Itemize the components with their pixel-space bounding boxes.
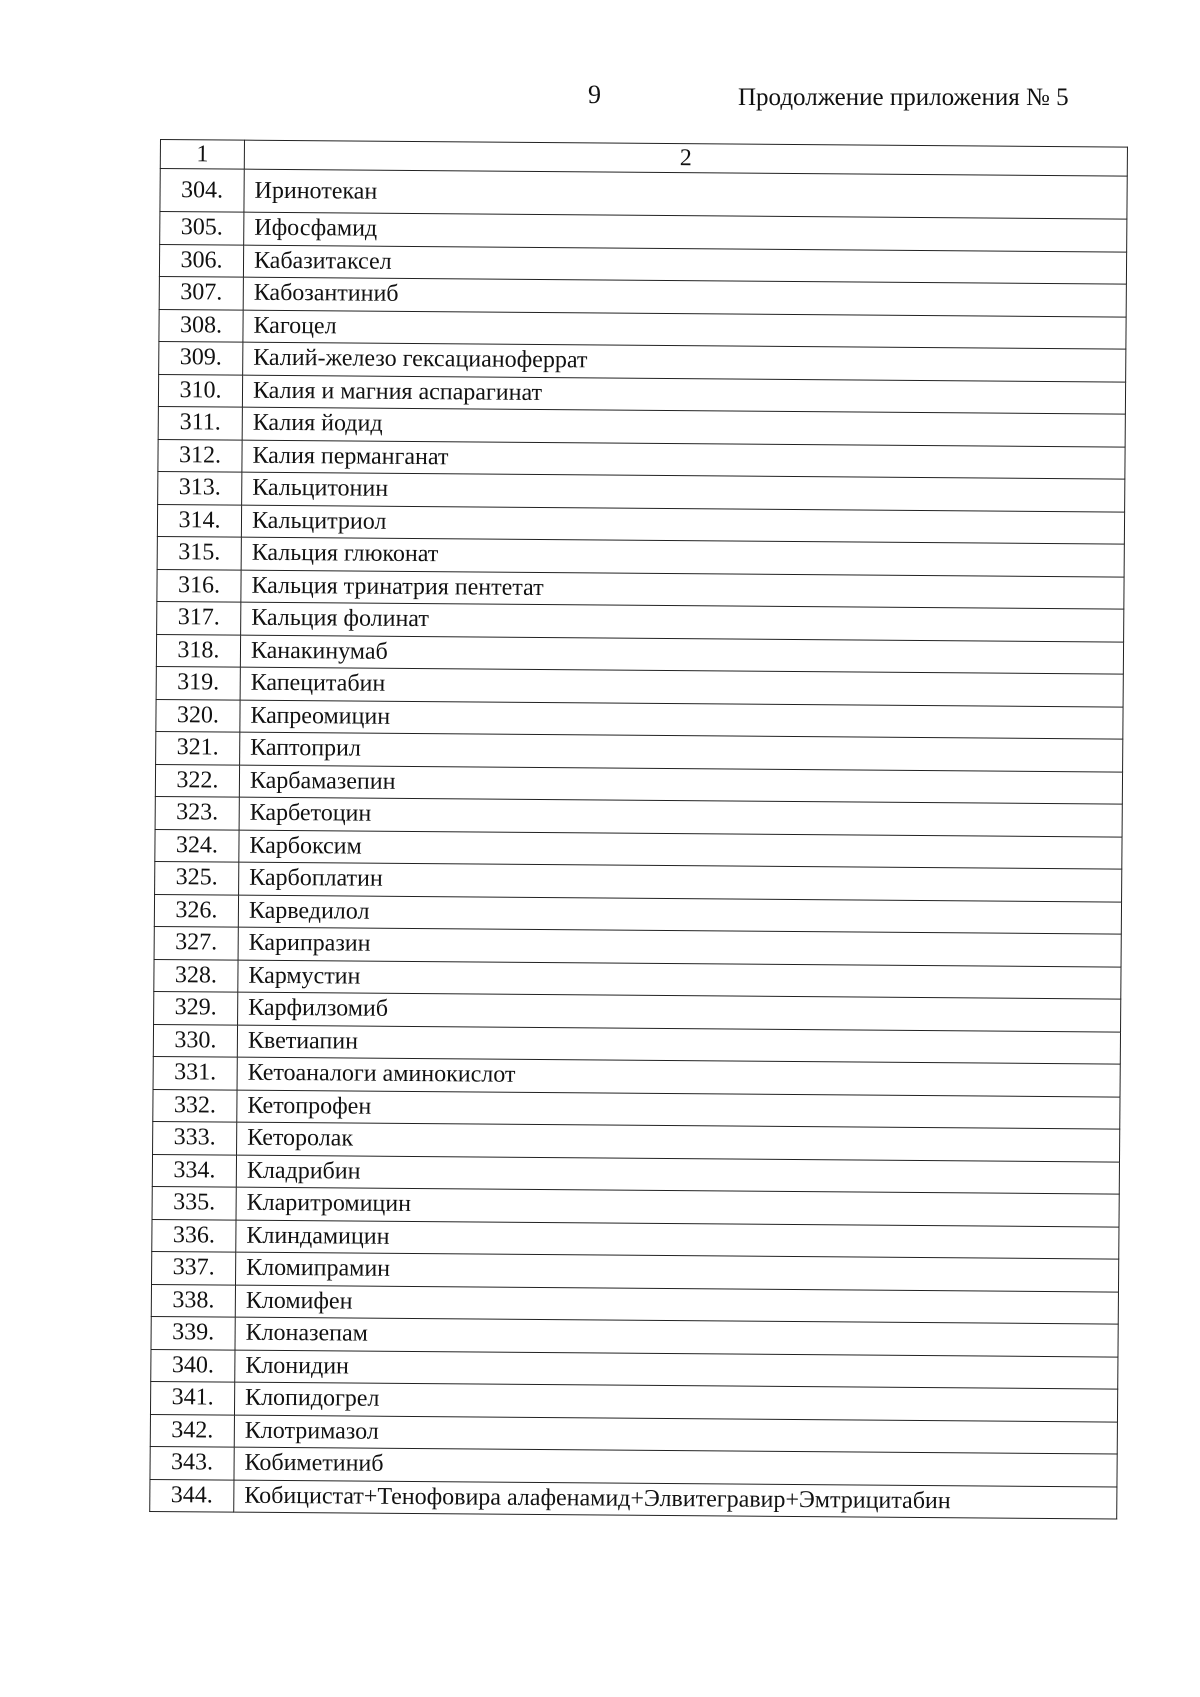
row-number: 317. — [157, 601, 241, 634]
row-number: 329. — [154, 991, 238, 1024]
row-number: 344. — [150, 1479, 234, 1512]
drug-name: Калий-железо гексацианоферрат — [243, 342, 1126, 381]
drug-name: Калия перманганат — [242, 440, 1125, 479]
row-number: 327. — [154, 926, 238, 959]
drug-name: Канакинумаб — [240, 635, 1123, 674]
row-number: 342. — [150, 1414, 234, 1447]
drug-name: Капреомицин — [240, 700, 1123, 739]
drug-name: Клотримазол — [234, 1415, 1117, 1454]
row-number: 340. — [151, 1349, 235, 1382]
drug-name: Кальция тринатрия пентетат — [241, 570, 1124, 609]
drug-name: Кладрибин — [236, 1155, 1119, 1194]
row-number: 318. — [156, 634, 240, 667]
appendix-continuation-note: Продолжение приложения № 5 — [738, 84, 1069, 111]
drug-name: Клиндамицин — [236, 1220, 1119, 1259]
row-number: 310. — [158, 374, 242, 407]
drug-name: Кобицистат+Тенофовира алафенамид+Элвитегравир+Эмтрицитабин — [234, 1480, 1117, 1519]
row-number: 334. — [152, 1154, 236, 1187]
row-number: 322. — [155, 764, 239, 797]
row-number: 337. — [152, 1251, 236, 1284]
row-number: 330. — [153, 1024, 237, 1057]
table-row — [160, 169, 1127, 220]
drug-name: Кетопрофен — [237, 1090, 1120, 1129]
row-number: 332. — [153, 1089, 237, 1122]
drug-name: Кальцитриол — [241, 505, 1124, 544]
drug-name: Ифосфамид — [244, 212, 1127, 251]
drug-name: Калия йодид — [242, 407, 1125, 446]
row-number: 320. — [156, 699, 240, 732]
drug-name: Карбоксим — [239, 830, 1122, 869]
row-number: 323. — [155, 796, 239, 829]
drug-name: Кломипрамин — [236, 1252, 1119, 1291]
row-number: 325. — [155, 861, 239, 894]
row-number: 311. — [158, 406, 242, 439]
drug-name: Кальция глюконат — [241, 537, 1124, 576]
drug-name: Карфилзомиб — [238, 992, 1121, 1031]
drug-name: Кломифен — [235, 1285, 1118, 1324]
row-number: 304. — [160, 169, 244, 213]
row-number: 331. — [153, 1056, 237, 1089]
row-number: 328. — [154, 959, 238, 992]
drug-name: Карбоплатин — [239, 862, 1122, 901]
drug-name: Кагоцел — [243, 310, 1126, 349]
column-header-number: 1 — [160, 140, 244, 170]
drug-name: Иринотекан — [244, 169, 1127, 219]
row-number: 314. — [157, 504, 241, 537]
drug-name: Кабазитаксел — [243, 245, 1126, 284]
drug-name: Капецитабин — [240, 667, 1123, 706]
column-header-name: 2 — [244, 140, 1127, 176]
row-number: 308. — [159, 309, 243, 342]
row-number: 307. — [159, 276, 243, 309]
drug-name: Карипразин — [238, 927, 1121, 966]
drug-name: Клоназепам — [235, 1317, 1118, 1356]
row-number: 312. — [158, 439, 242, 472]
row-number: 336. — [152, 1219, 236, 1252]
row-number: 305. — [160, 212, 244, 245]
drug-name: Кальцитонин — [242, 472, 1125, 511]
row-number: 333. — [153, 1121, 237, 1154]
drug-name: Кларитромицин — [236, 1187, 1119, 1226]
drug-name: Карведилол — [238, 895, 1121, 934]
drug-name: Кармустин — [238, 960, 1121, 999]
row-number: 306. — [159, 244, 243, 277]
row-number: 316. — [157, 569, 241, 602]
table-row — [150, 1479, 1117, 1519]
drug-name: Каптоприл — [240, 732, 1123, 771]
drug-name: Кетоаналоги аминокислот — [237, 1057, 1120, 1096]
row-number: 313. — [158, 471, 242, 504]
drug-name: Кеторолак — [237, 1122, 1120, 1161]
medication-table — [149, 139, 1128, 1520]
table-body — [150, 169, 1128, 1520]
drug-name: Клонидин — [235, 1350, 1118, 1389]
row-number: 324. — [155, 829, 239, 862]
page-number: 9 — [588, 80, 601, 109]
drug-name: Карбетоцин — [239, 797, 1122, 836]
row-number: 343. — [150, 1446, 234, 1479]
row-number: 321. — [156, 731, 240, 764]
row-number: 339. — [151, 1316, 235, 1349]
row-number: 341. — [150, 1381, 234, 1414]
drug-name: Кальция фолинат — [241, 602, 1124, 641]
drug-name: Карбамазепин — [239, 765, 1122, 804]
row-number: 335. — [152, 1186, 236, 1219]
drug-name: Калия и магния аспарагинат — [242, 375, 1125, 414]
drug-name: Кабозантиниб — [243, 277, 1126, 316]
row-number: 338. — [151, 1284, 235, 1317]
drug-name: Кветиапин — [237, 1025, 1120, 1064]
drug-name: Кобиметиниб — [234, 1447, 1117, 1486]
drug-name: Клопидогрел — [234, 1382, 1117, 1421]
row-number: 319. — [156, 666, 240, 699]
row-number: 315. — [157, 536, 241, 569]
row-number: 309. — [159, 341, 243, 374]
row-number: 326. — [154, 894, 238, 927]
